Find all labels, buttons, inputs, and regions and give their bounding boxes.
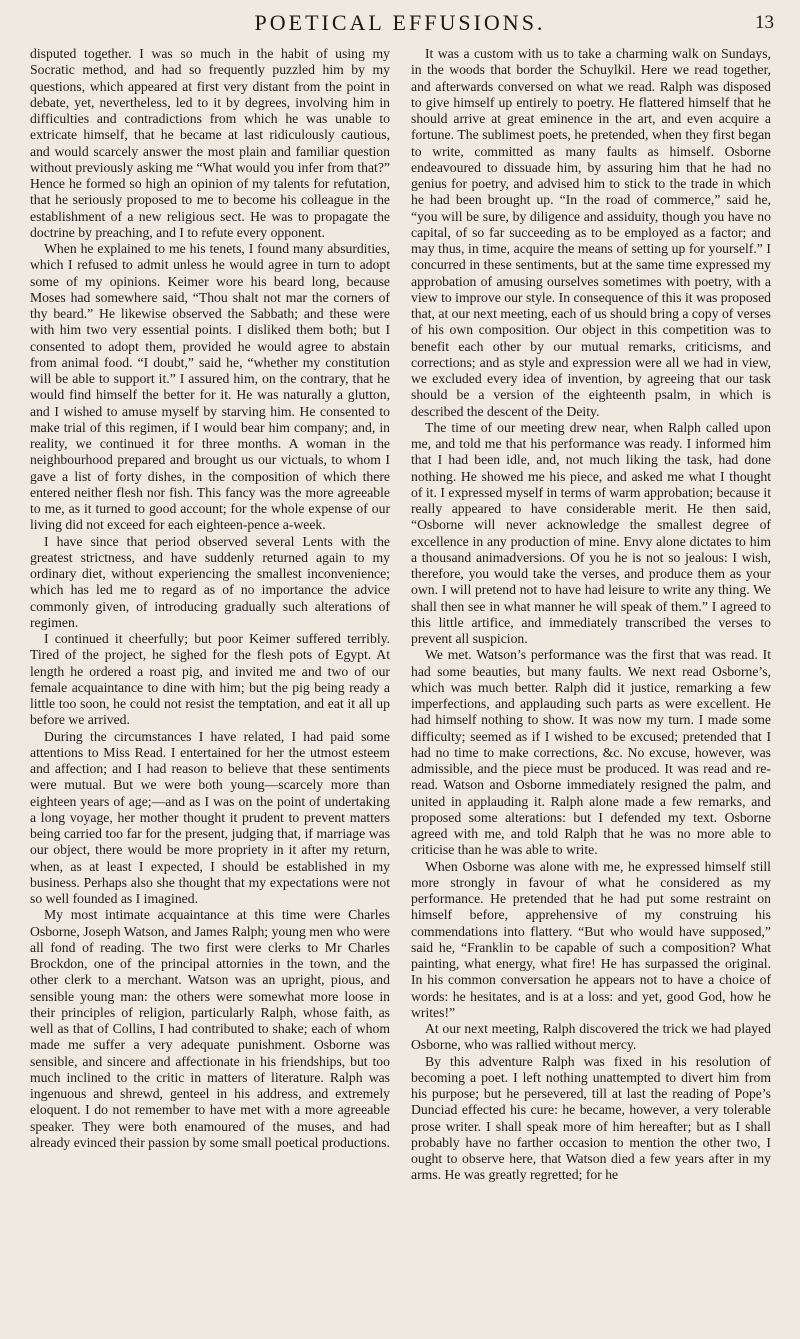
paragraph: When Osborne was alone with me, he expressed himself still more strongly in favour of what he considered as my performance. He pretended that he had put some restraint on himself before, apprehensive of my construing his commendations into flattery. “But who would have supposed,” said he, “Franklin to be capable of such a composition? What painting, what energy, what fire! He has surpassed the original. In his common conversation he appears not to have a choice of words: he hesitates, and is at a loss: and yet, good God, how he writes!” [411, 858, 771, 1020]
page-title: POETICAL EFFUSIONS. [254, 10, 546, 35]
paragraph: My most intimate acquaintance at this time were Charles Osborne, Joseph Watson, and James Ralph; young men who were all fond of reading. The two first were clerks to Mr Charles Brockdon, one of the principal attornies in the town, and the other clerk to a merchant. Watson was an upright, pious, and sensible young man: the others were somewhat more loose in their principles of religion, particularly Ralph, whose faith, as well as that of Collins, I had contributed to shake; each of whom made me suffer a very adequate punishment. Osborne was sensible, and sincere and affectionate in his friendships, but too much inclined to the critic in matters of literature. Ralph was ingenuous and shrewd, genteel in his address, and extremely eloquent. I do not remember to have met with a more agreeable speaker. They were both enamoured of the muses, and had already evinced their passion by some small poetical productions. [30, 907, 390, 1150]
paragraph: disputed together. I was so much in the habit of using my Socratic method, and had so frequently puzzled him by my questions, which appeared at first very distant from the point in debate, yet, nevertheless, led to it by degrees, involving him in difficulties and contradictions from which he was unable to extricate himself, that he became at last ridiculously cautious, and would scarcely answer the most plain and familiar question without previously asking me “What would you infer from that?” Hence he formed so high an opinion of my talents for refutation, that he seriously proposed to me to become his colleague in the establishment of a new religious sect. He was to propagate the doctrine by preaching, and I to refute every opponent. [30, 46, 390, 240]
paragraph: By this adventure Ralph was fixed in his resolution of becoming a poet. I left nothing unattempted to divert him from his purpose; but he persevered, till at last the reading of Pope’s Dunciad effected his cure: he became, however, a very tolerable prose writer. I shall speak more of him hereafter; but as I shall probably have no farther occasion to mention the other two, I ought to observe here, that Watson died a few years after in my arms. He was greatly regretted; for he [411, 1053, 771, 1183]
paragraph: When he explained to me his tenets, I found many absurdities, which I refused to admit unless he would agree in turn to adopt some of my opinions. Keimer wore his beard long, because Moses had somewhere said, “Thou shalt not mar the corners of thy beard.” He likewise observed the Sabbath; and these were with him two very essential points. I disliked them both; but I consented to adopt them, provided he would agree to abstain from animal food. “I doubt,” said he, “whether my constitution will be able to support it.” I assured him, on the contrary, that he would find himself the better for it. He was naturally a glutton, and I wished to amuse myself by starving him. He consented to make trial of this regimen, if I would bear him company; and, in reality, we continued it for three months. A woman in the neighbourhood prepared and brought us our victuals, to whom I gave a list of forty dishes, in the composition of which there entered neither flesh nor fish. This fancy was the more agreeable to me, as it turned to good account; for the whole expense of our living did not exceed for each eighteen-pence a-week. [30, 241, 390, 533]
paragraph: I have since that period observed several Lents with the greatest strictness, and have suddenly returned again to my ordinary diet, without experiencing the smallest inconvenience; which has led me to regard as of no importance the advice commonly given, of introducing gradually such alterations of regimen. [30, 533, 390, 630]
paragraph: We met. Watson’s performance was the first that was read. It had some beauties, but many faults. We next read Osborne’s, which was much better. Ralph did it justice, remarking a few imperfections, and applauding such parts as were excellent. He had himself nothing to show. It was now my turn. I made some difficulty; seemed as if I wished to be excused; pretended that I had no time to make corrections, &c. No excuse, however, was admissible, and the piece must be produced. It was read and re-read. Watson and Osborne immediately resigned the palm, and united in applauding it. Ralph alone made a few remarks, and proposed some alterations: but I defended my text. Osborne agreed with me, and told Ralph that he was no more able to criticise than he was able to write. [411, 647, 771, 858]
right-column [411, 46, 771, 1184]
paragraph: During the circumstances I have related, I had paid some attentions to Miss Read. I entertained for her the utmost esteem and affection; and I had reason to believe that these sentiments were mutual. But we were both young—scarcely more than eighteen years of age;—and as I was on the point of undertaking a long voyage, her mother thought it prudent to prevent matters being carried too far for the present, judging that, if marriage was our object, there would be more propriety in it after my return, when, as at least I expected, I should be established in my business. Perhaps also she thought that my expectations were not so well founded as I imagined. [30, 728, 390, 906]
paragraph: I continued it cheerfully; but poor Keimer suffered terribly. Tired of the project, he sighed for the flesh pots of Egypt. At length he ordered a roast pig, and invited me and two of our female acquaintance to dine with him; but the pig being ready a little too soon, he could not resist the temptation, and eat it all up before we arrived. [30, 631, 390, 728]
page-number: 13 [755, 12, 774, 33]
paragraph: The time of our meeting drew near, when Ralph called upon me, and told me that his performance was ready. I informed him that I had been idle, and, not much liking the task, had done nothing. He showed me his piece, and asked me what I thought of it. I expressed myself in terms of warm approbation; because it really appeared to have considerable merit. He then said, “Osborne will never acknowledge the smallest degree of excellence in any production of mine. Envy alone dictates to him a thousand animadversions. Of you he is not so jealous: I wish, therefore, you would take the verses, and produce them as your own. I will pretend not to have had leisure to write any thing. We shall then see in what manner he will speak of them.” I agreed to this little artifice, and immediately transcribed the verses to prevent all suspicion. [411, 419, 771, 646]
paragraph: It was a custom with us to take a charming walk on Sundays, in the woods that border the Schuylkil. Here we read together, and afterwards conversed on what we read. Ralph was disposed to give himself up entirely to poetry. He flattered himself that he should arrive at great eminence in the art, and even acquire a fortune. The sublimest poets, he pretended, when they first began to write, committed as many faults as himself. Osborne endeavoured to dissuade him, by assuring him that he had no genius for poetry, and advised him to stick to the trade in which he had been brought up. “In the road of commerce,” said he, “you will be sure, by diligence and assiduity, though you have no capital, of so far succeeding as to be employed as a factor; and may thus, in time, acquire the means of setting up for yourself.” I concurred in these sentiments, but at the same time expressed my approbation of amusing ourselves sometimes with poetry, with a view to improve our style. In consequence of this it was proposed that, at our next meeting, each of us should bring a copy of verses of his own composition. Our object in this competition was to benefit each other by our mutual remarks, criticisms, and corrections; and as style and expression were all we had in view, we excluded every idea of invention, by agreeing that our task should be a version of the eighteenth psalm, in which is described the descent of the Deity. [411, 46, 771, 419]
running-head [0, 10, 800, 36]
left-column [30, 46, 390, 1151]
paragraph: At our next meeting, Ralph discovered the trick we had played Osborne, who was rallied without mercy. [411, 1021, 771, 1053]
